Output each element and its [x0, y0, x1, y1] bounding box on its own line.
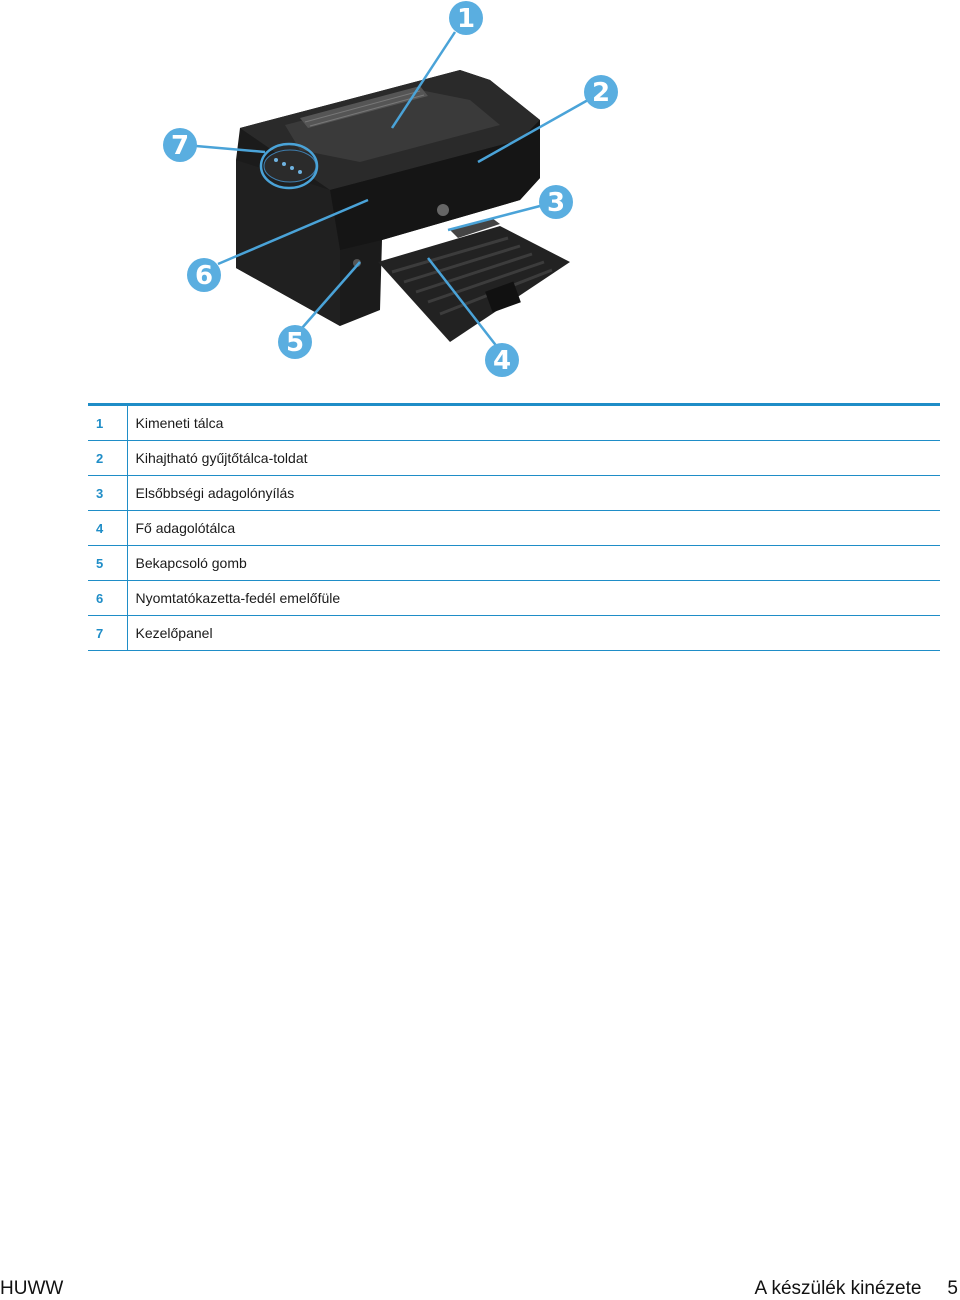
- legend-number: 2: [88, 441, 127, 476]
- callout-4: [485, 343, 519, 377]
- table-row: [88, 405, 940, 441]
- legend-label: Bekapcsoló gomb: [127, 546, 940, 581]
- legend-number: 6: [88, 581, 127, 616]
- legend-label: Kimeneti tálca: [127, 405, 940, 441]
- callout-6: [187, 258, 221, 292]
- legend-table: [88, 403, 940, 651]
- legend-label: Kihajtható gyűjtőtálca-toldat: [127, 441, 940, 476]
- printer-illustration: [0, 0, 960, 390]
- legend-label: Elsőbbségi adagolónyílás: [127, 476, 940, 511]
- footer-section-title: A készülék kinézete: [754, 1278, 922, 1299]
- legend-number: 5: [88, 546, 127, 581]
- legend-number: 7: [88, 616, 127, 651]
- table-row: [88, 511, 940, 546]
- callout-5: [278, 325, 312, 359]
- footer-doc-code: HUWW: [0, 1278, 64, 1299]
- footer-right: [755, 1278, 958, 1300]
- svg-text:7: 7: [170, 131, 190, 161]
- legend-number: 3: [88, 476, 127, 511]
- callout-7: [163, 128, 197, 162]
- table-row: [88, 616, 940, 651]
- callout-1: [449, 1, 483, 35]
- table-row: [88, 546, 940, 581]
- callout-2: [584, 75, 618, 109]
- legend-label: Fő adagolótálca: [127, 511, 940, 546]
- callout-3: [539, 185, 573, 219]
- svg-text:3: 3: [546, 188, 566, 218]
- svg-text:2: 2: [591, 78, 611, 108]
- svg-text:6: 6: [194, 261, 214, 291]
- legend-number: 1: [88, 405, 127, 441]
- table-row: [88, 441, 940, 476]
- table-row: [88, 476, 940, 511]
- legend-number: 4: [88, 511, 127, 546]
- svg-text:1: 1: [456, 4, 476, 34]
- svg-text:5: 5: [285, 328, 305, 358]
- legend-label: Nyomtatókazetta-fedél emelőfüle: [127, 581, 940, 616]
- svg-text:4: 4: [492, 346, 512, 376]
- legend-label: Kezelőpanel: [127, 616, 940, 651]
- table-row: [88, 581, 940, 616]
- page-number: 5: [947, 1278, 958, 1299]
